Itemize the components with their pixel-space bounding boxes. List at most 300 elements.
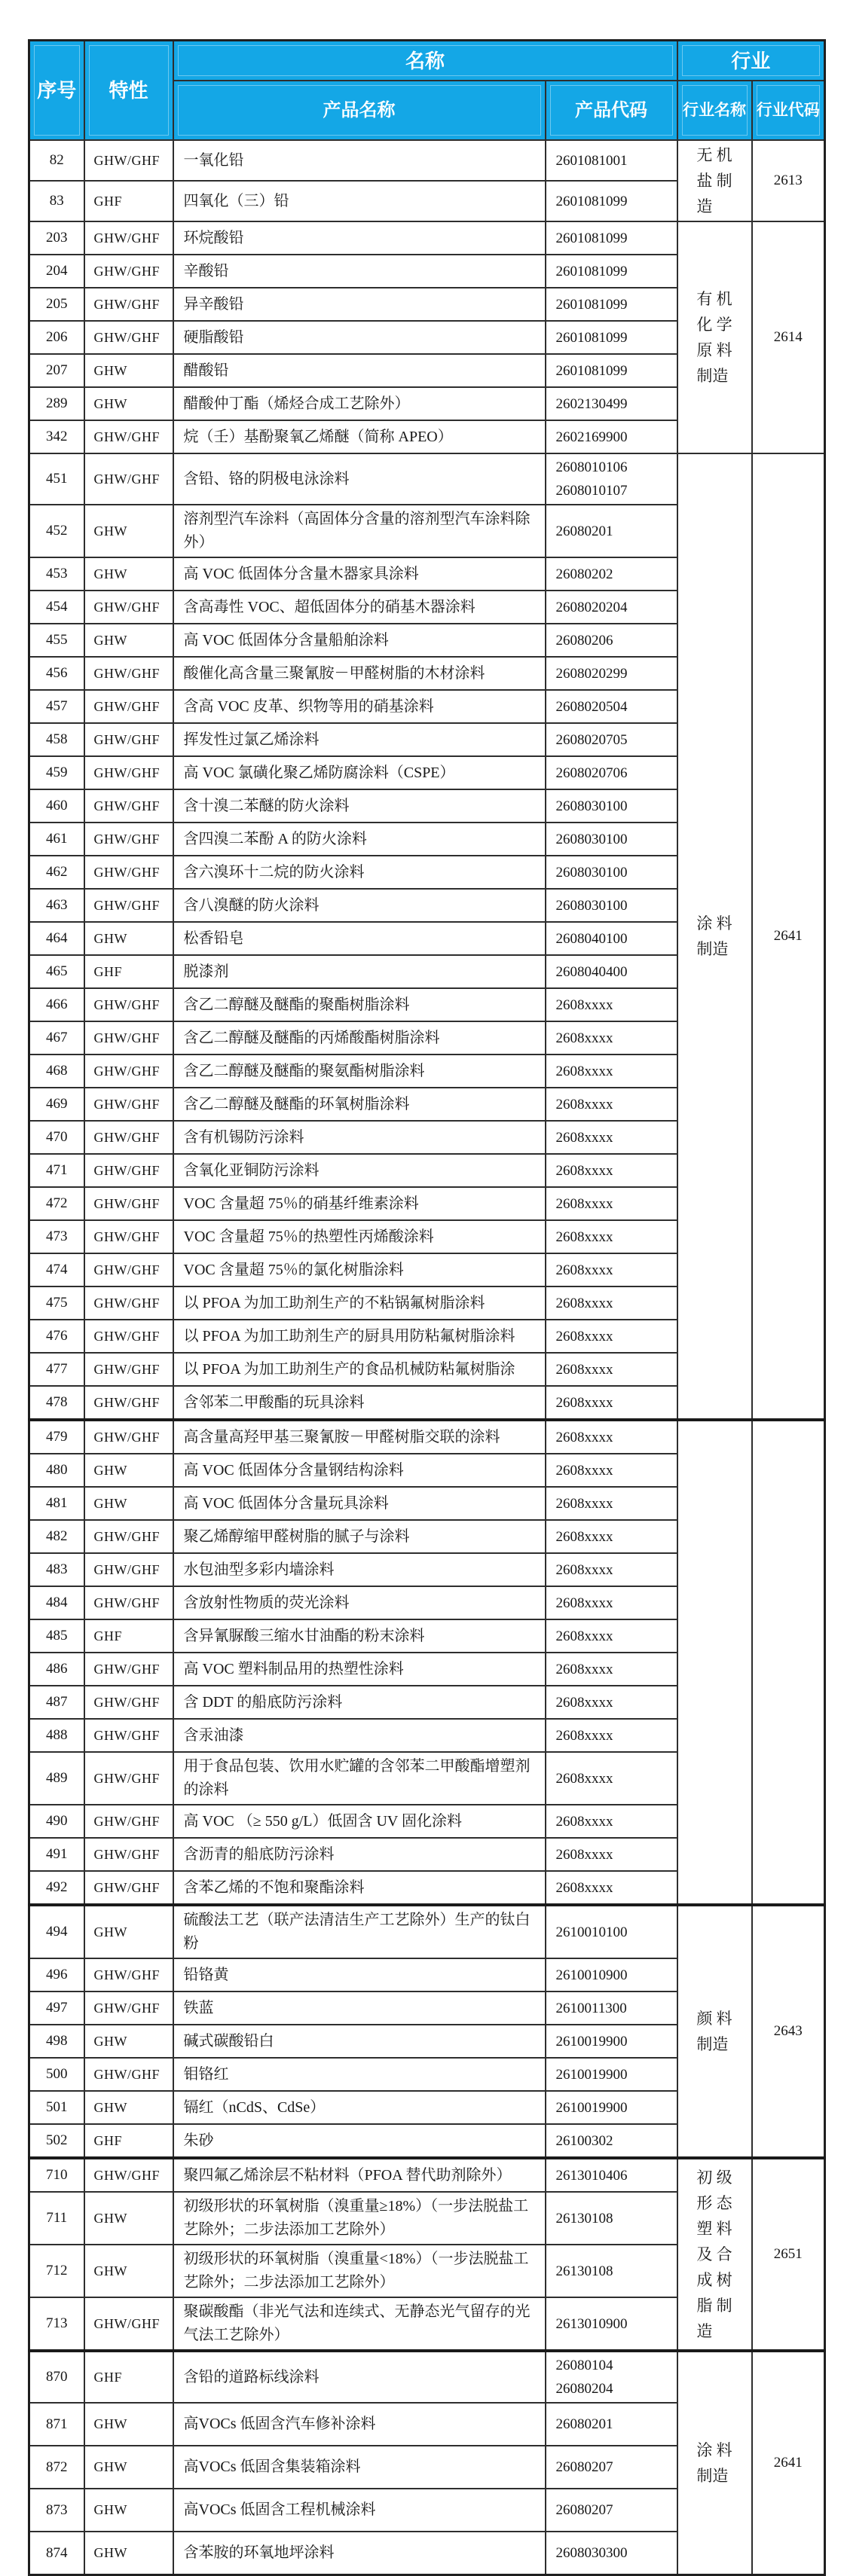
cell-feature: GHW/GHF	[84, 1420, 173, 1454]
cell-product-name: 一氧化铅	[173, 140, 546, 181]
industry-name-text: 涂料制造	[696, 2441, 732, 2485]
product-code-line: 2608xxxx	[555, 1694, 613, 1711]
cell-product-name: 钼铬红	[173, 2058, 546, 2091]
product-code-line: 2608020299	[555, 665, 628, 682]
cell-product-name: 辛酸铅	[173, 255, 546, 288]
cell-feature: GHW/GHF	[84, 1719, 173, 1752]
cell-product-code	[546, 1838, 677, 1871]
cell-industry-code	[752, 1420, 825, 1905]
cell-industry-code: 2643	[752, 1905, 825, 2158]
cell-product-name: 含沥青的船底防污涂料	[173, 1838, 546, 1871]
cell-product-name: 含 DDT 的船底防污涂料	[173, 1686, 546, 1719]
cell-feature: GHW/GHF	[84, 2297, 173, 2351]
cell-product-code	[546, 1253, 677, 1286]
cell-product-name: 聚乙烯醇缩甲醛树脂的腻子与涂料	[173, 1520, 546, 1553]
cell-product-code	[546, 140, 677, 181]
header-feature: 特性	[84, 41, 173, 141]
product-code-line: 2608010106	[555, 459, 628, 475]
product-code-line: 26130108	[555, 2210, 613, 2227]
cell-product-name: 含乙二醇醚及醚酯的聚氨酯树脂涂料	[173, 1055, 546, 1088]
cell-serial-number: 487	[29, 1686, 84, 1719]
cell-feature: GHW/GHF	[84, 1520, 173, 1553]
product-code-line: 2608030100	[555, 864, 628, 881]
product-code-line: 2608xxxx	[555, 1462, 613, 1479]
cell-feature: GHW/GHF	[84, 321, 173, 354]
cell-feature: GHW	[84, 2403, 173, 2446]
cell-product-code	[546, 1055, 677, 1088]
cell-product-name: 用于食品包装、饮用水贮罐的含邻苯二甲酸酯增塑剂的涂料	[173, 1752, 546, 1805]
cell-serial-number: 459	[29, 756, 84, 789]
cell-product-name: 四氧化（三）铅	[173, 181, 546, 221]
cell-product-name: 高含量高羟甲基三聚氰胺－甲醛树脂交联的涂料	[173, 1420, 546, 1454]
cell-product-name: 酸催化高含量三聚氰胺－甲醛树脂的木材涂料	[173, 657, 546, 690]
product-code-line: 26080201	[555, 2416, 613, 2432]
product-code-line: 2608020504	[555, 698, 628, 715]
cell-product-name: 以 PFOA 为加工助剂生产的食品机械防粘氟树脂涂	[173, 1353, 546, 1386]
cell-product-name: 初级形状的环氧树脂（溴重量<18%）（一步法脱盐工艺除外；二步法添加工艺除外）	[173, 2245, 546, 2297]
industry-group	[29, 1905, 825, 2158]
product-code-line: 2608xxxx	[555, 1727, 613, 1744]
cell-product-name: 含有机锡防污涂料	[173, 1121, 546, 1154]
cell-product-name: 醋酸仲丁酯（烯烃合成工艺除外）	[173, 387, 546, 420]
cell-feature: GHW	[84, 387, 173, 420]
cell-serial-number: 492	[29, 1871, 84, 1905]
product-code-line: 2608xxxx	[555, 1063, 613, 1079]
cell-feature: GHW/GHF	[84, 1088, 173, 1121]
product-code-line: 2610019900	[555, 2099, 628, 2116]
product-code-line: 2601081099	[555, 296, 628, 313]
cell-product-name: 环烷酸铅	[173, 221, 546, 255]
cell-serial-number: 710	[29, 2158, 84, 2192]
product-code-line: 2608xxxx	[555, 1628, 613, 1644]
cell-product-name: 高 VOC 氯磺化聚乙烯防腐涂料（CSPE）	[173, 756, 546, 789]
cell-serial-number: 469	[29, 1088, 84, 1121]
cell-product-code	[546, 2158, 677, 2192]
header-row-top	[29, 41, 825, 81]
cell-feature: GHW/GHF	[84, 1686, 173, 1719]
cell-serial-number: 458	[29, 723, 84, 756]
cell-product-name: 含十溴二苯醚的防火涂料	[173, 789, 546, 823]
cell-feature: GHW/GHF	[84, 420, 173, 453]
cell-serial-number: 478	[29, 1386, 84, 1420]
cell-product-name: 异辛酸铅	[173, 288, 546, 321]
cell-feature: GHW/GHF	[84, 1992, 173, 2025]
cell-product-code	[546, 1121, 677, 1154]
cell-product-name: 含异氰脲酸三缩水甘油酯的粉末涂料	[173, 1619, 546, 1653]
cell-product-name: 含苯胺的环氧地坪涂料	[173, 2532, 546, 2575]
cell-feature: GHW/GHF	[84, 1958, 173, 1992]
cell-product-name: 含八溴醚的防火涂料	[173, 889, 546, 922]
cell-feature: GHW	[84, 2025, 173, 2058]
cell-feature: GHW/GHF	[84, 1805, 173, 1838]
cell-serial-number: 473	[29, 1220, 84, 1253]
cell-feature: GHW/GHF	[84, 988, 173, 1021]
cell-product-name: 含高毒性 VOC、超低固体分的硝基木器涂料	[173, 591, 546, 624]
cell-feature: GHW/GHF	[84, 723, 173, 756]
header-serial: 序号	[29, 41, 84, 141]
cell-product-code	[546, 1686, 677, 1719]
cell-serial-number: 496	[29, 1958, 84, 1992]
cell-product-code	[546, 354, 677, 387]
cell-product-name: 铁蓝	[173, 1992, 546, 2025]
cell-product-name: 烷（壬）基酚聚氧乙烯醚（简称 APEO）	[173, 420, 546, 453]
cell-feature: GHW	[84, 557, 173, 591]
cell-serial-number: 472	[29, 1187, 84, 1220]
cell-serial-number: 83	[29, 181, 84, 221]
cell-product-code	[546, 1619, 677, 1653]
cell-product-name: 含乙二醇醚及醚酯的丙烯酸酯树脂涂料	[173, 1021, 546, 1055]
industry-group	[29, 453, 825, 1420]
cell-feature: GHW/GHF	[84, 1553, 173, 1586]
cell-serial-number: 464	[29, 922, 84, 955]
product-code-line: 2608xxxx	[555, 1770, 613, 1787]
product-code-line: 26130108	[555, 2263, 613, 2279]
cell-serial-number: 467	[29, 1021, 84, 1055]
cell-industry-code: 2651	[752, 2158, 825, 2351]
product-code-line: 2608xxxx	[555, 1262, 613, 1278]
cell-product-code	[546, 288, 677, 321]
cell-product-code	[546, 1520, 677, 1553]
cell-product-code	[546, 756, 677, 789]
cell-product-name: 以 PFOA 为加工助剂生产的厨具用防粘氟树脂涂料	[173, 1320, 546, 1353]
cell-feature: GHW/GHF	[84, 221, 173, 255]
cell-product-code	[546, 2489, 677, 2532]
industry-group	[29, 140, 825, 221]
cell-industry-name	[677, 453, 752, 1420]
product-code-line: 2610019900	[555, 2033, 628, 2050]
cell-product-code	[546, 1454, 677, 1487]
cell-product-name: 高VOCs 低固含汽车修补涂料	[173, 2403, 546, 2446]
product-code-line: 26100302	[555, 2132, 613, 2149]
cell-serial-number: 485	[29, 1619, 84, 1653]
cell-product-name: 醋酸铅	[173, 354, 546, 387]
cell-feature: GHW/GHF	[84, 1871, 173, 1905]
header-product-code: 产品代码	[546, 81, 677, 140]
cell-serial-number: 461	[29, 823, 84, 856]
cell-serial-number: 203	[29, 221, 84, 255]
product-code-line: 2608010107	[555, 483, 628, 499]
cell-product-code	[546, 789, 677, 823]
industry-group	[29, 2158, 825, 2351]
cell-serial-number: 457	[29, 690, 84, 723]
cell-product-name: 聚碳酸酯（非光气法和连续式、无静态光气留存的光气法工艺除外）	[173, 2297, 546, 2351]
cell-product-code	[546, 1805, 677, 1838]
table-row	[29, 2158, 825, 2192]
cell-serial-number: 482	[29, 1520, 84, 1553]
cell-industry-name	[677, 140, 752, 221]
cell-product-code	[546, 181, 677, 221]
cell-feature: GHF	[84, 2124, 173, 2158]
industry-name-text: 无机盐制造	[696, 146, 732, 215]
cell-product-code	[546, 2025, 677, 2058]
cell-feature: GHF	[84, 2351, 173, 2403]
cell-product-code	[546, 1653, 677, 1686]
industry-name-text: 初级形态塑料及合成树脂制造	[696, 2169, 732, 2340]
cell-feature: GHW/GHF	[84, 140, 173, 181]
cell-product-code	[546, 988, 677, 1021]
cell-product-name: 含氧化亚铜防污涂料	[173, 1154, 546, 1187]
cell-product-code	[546, 1021, 677, 1055]
cell-serial-number: 452	[29, 505, 84, 557]
table-row	[29, 2351, 825, 2403]
product-code-line: 2610010900	[555, 1967, 628, 1983]
product-code-line: 2601081099	[555, 230, 628, 246]
cell-product-code	[546, 1752, 677, 1805]
cell-product-code	[546, 1286, 677, 1320]
cell-product-name: 高 VOC （≥ 550 g/L）低固含 UV 固化涂料	[173, 1805, 546, 1838]
cell-product-code	[546, 690, 677, 723]
cell-serial-number: 342	[29, 420, 84, 453]
cell-product-code	[546, 221, 677, 255]
cell-product-name: 溶剂型汽车涂料（高固体分含量的溶剂型汽车涂料除外）	[173, 505, 546, 557]
cell-feature: GHW	[84, 354, 173, 387]
cell-serial-number: 481	[29, 1487, 84, 1520]
product-code-line: 2608020204	[555, 599, 628, 615]
cell-product-code	[546, 1154, 677, 1187]
cell-serial-number: 484	[29, 1586, 84, 1619]
cell-feature: GHW	[84, 1487, 173, 1520]
cell-product-code	[546, 1386, 677, 1420]
industry-name-text: 颜料制造	[696, 2010, 732, 2053]
table-row	[29, 140, 825, 181]
header-product-name: 产品名称	[173, 81, 546, 140]
cell-product-code	[546, 723, 677, 756]
cell-feature: GHW/GHF	[84, 1653, 173, 1686]
product-code-line: 2608030300	[555, 2545, 628, 2561]
header-industry-code: 行业代码	[752, 81, 825, 140]
cell-serial-number: 460	[29, 789, 84, 823]
product-code-line: 2608020705	[555, 731, 628, 748]
cell-serial-number: 204	[29, 255, 84, 288]
cell-product-code	[546, 2297, 677, 2351]
cell-product-name: 聚四氟乙烯涂层不粘材料（PFOA 替代助剂除外）	[173, 2158, 546, 2192]
cell-serial-number: 456	[29, 657, 84, 690]
product-code-line: 2608xxxx	[555, 1595, 613, 1611]
cell-industry-name	[677, 1905, 752, 2158]
product-code-line: 2608040400	[555, 963, 628, 980]
cell-product-name: 高 VOC 塑料制品用的热塑性涂料	[173, 1653, 546, 1686]
table-row	[29, 453, 825, 505]
cell-serial-number: 874	[29, 2532, 84, 2575]
product-code-line: 2601081099	[555, 263, 628, 279]
header-name-group: 名称	[173, 41, 677, 81]
product-code-line: 2608xxxx	[555, 1129, 613, 1146]
cell-product-code	[546, 2351, 677, 2403]
cell-product-code	[546, 1958, 677, 1992]
cell-product-code	[546, 657, 677, 690]
cell-feature: GHW/GHF	[84, 1253, 173, 1286]
cell-industry-name	[677, 2158, 752, 2351]
cell-feature: GHW/GHF	[84, 690, 173, 723]
product-code-line: 2601081001	[555, 152, 628, 169]
product-code-line: 2608040100	[555, 930, 628, 947]
product-code-line: 26080204	[555, 2381, 613, 2397]
cell-product-name: 含六溴环十二烷的防火涂料	[173, 856, 546, 889]
cell-product-name: 松香铅皂	[173, 922, 546, 955]
cell-product-code	[546, 557, 677, 591]
cell-product-code	[546, 1187, 677, 1220]
cell-product-name: 挥发性过氯乙烯涂料	[173, 723, 546, 756]
cell-product-name: 含铅的道路标线涂料	[173, 2351, 546, 2403]
cell-product-code	[546, 2532, 677, 2575]
cell-feature: GHW	[84, 2446, 173, 2489]
product-code-line: 2601081099	[555, 193, 628, 209]
cell-product-name: 镉红（nCdS、CdSe）	[173, 2091, 546, 2124]
cell-product-name: 初级形状的环氧树脂（溴重量≥18%）（一步法脱盐工艺除外；二步法添加工艺除外）	[173, 2192, 546, 2245]
cell-product-code	[546, 1088, 677, 1121]
cell-feature: GHW/GHF	[84, 2058, 173, 2091]
cell-industry-name	[677, 1420, 752, 1905]
product-code-line: 2602169900	[555, 429, 628, 445]
industry-group	[29, 1420, 825, 1905]
product-code-line: 2608xxxx	[555, 1879, 613, 1896]
cell-serial-number: 463	[29, 889, 84, 922]
cell-product-code	[546, 1905, 677, 1958]
cell-serial-number: 711	[29, 2192, 84, 2245]
product-code-line: 2608030100	[555, 798, 628, 814]
product-code-line: 26080202	[555, 566, 613, 582]
cell-product-code	[546, 321, 677, 354]
product-code-line: 2608xxxx	[555, 1195, 613, 1212]
cell-product-name: 高 VOC 低固体分含量玩具涂料	[173, 1487, 546, 1520]
cell-feature: GHW/GHF	[84, 1154, 173, 1187]
cell-serial-number: 500	[29, 2058, 84, 2091]
cell-serial-number: 489	[29, 1752, 84, 1805]
product-code-line: 26080201	[555, 523, 613, 539]
cell-product-name: 水包油型多彩内墙涂料	[173, 1553, 546, 1586]
cell-feature: GHW/GHF	[84, 1021, 173, 1055]
cell-product-name: 高 VOC 低固体分含量木器家具涂料	[173, 557, 546, 591]
cell-product-name: 含乙二醇醚及醚酯的聚酯树脂涂料	[173, 988, 546, 1021]
product-code-line: 2608030100	[555, 897, 628, 914]
cell-feature: GHW	[84, 1454, 173, 1487]
cell-feature: GHW	[84, 2532, 173, 2575]
product-code-line: 2608xxxx	[555, 997, 613, 1013]
cell-feature: GHW	[84, 1905, 173, 1958]
cell-feature: GHW/GHF	[84, 856, 173, 889]
cell-serial-number: 713	[29, 2297, 84, 2351]
cell-industry-code: 2613	[752, 140, 825, 221]
industry-name-text: 涂料制造	[696, 914, 732, 958]
cell-product-code	[546, 1320, 677, 1353]
product-code-line: 2608xxxx	[555, 1528, 613, 1545]
product-code-line: 2608xxxx	[555, 1361, 613, 1378]
product-code-line: 2608xxxx	[555, 1495, 613, 1512]
product-code-line: 2608xxxx	[555, 1162, 613, 1179]
cell-product-code	[546, 2403, 677, 2446]
cell-product-code	[546, 255, 677, 288]
cell-feature: GHW/GHF	[84, 1286, 173, 1320]
cell-serial-number: 490	[29, 1805, 84, 1838]
cell-serial-number: 497	[29, 1992, 84, 2025]
cell-feature: GHW/GHF	[84, 453, 173, 505]
table-row	[29, 1420, 825, 1454]
cell-feature: GHW/GHF	[84, 1320, 173, 1353]
cell-serial-number: 873	[29, 2489, 84, 2532]
cell-product-code	[546, 2124, 677, 2158]
cell-product-code	[546, 1871, 677, 1905]
cell-serial-number: 491	[29, 1838, 84, 1871]
cell-product-name: 含汞油漆	[173, 1719, 546, 1752]
cell-feature: GHW	[84, 2192, 173, 2245]
cell-serial-number: 205	[29, 288, 84, 321]
product-code-line: 2608xxxx	[555, 1228, 613, 1245]
cell-industry-code: 2614	[752, 221, 825, 453]
cell-serial-number: 870	[29, 2351, 84, 2403]
cell-serial-number: 453	[29, 557, 84, 591]
cell-product-code	[546, 1992, 677, 2025]
cell-serial-number: 479	[29, 1420, 84, 1454]
cell-feature: GHW/GHF	[84, 789, 173, 823]
cell-feature: GHW	[84, 922, 173, 955]
cell-product-code	[546, 420, 677, 453]
cell-product-name: 含放射性物质的荧光涂料	[173, 1586, 546, 1619]
cell-serial-number: 488	[29, 1719, 84, 1752]
cell-industry-code: 2641	[752, 2351, 825, 2575]
cell-feature: GHF	[84, 181, 173, 221]
cell-serial-number: 468	[29, 1055, 84, 1088]
table-header	[29, 41, 825, 141]
cell-serial-number: 455	[29, 624, 84, 657]
industry-group	[29, 2351, 825, 2575]
cell-serial-number: 454	[29, 591, 84, 624]
product-code-line: 2608xxxx	[555, 1813, 613, 1830]
cell-feature: GHW/GHF	[84, 1752, 173, 1805]
product-code-line: 2608xxxx	[555, 1328, 613, 1344]
cell-product-name: 硫酸法工艺（联产法清洁生产工艺除外）生产的钛白粉	[173, 1905, 546, 1958]
product-code-line: 2602130499	[555, 395, 628, 412]
cell-product-code	[546, 2446, 677, 2489]
cell-product-code	[546, 2058, 677, 2091]
cell-product-name: 含乙二醇醚及醚酯的环氧树脂涂料	[173, 1088, 546, 1121]
cell-product-code	[546, 1220, 677, 1253]
cell-product-name: 铅铬黄	[173, 1958, 546, 1992]
cell-product-name: 脱漆剂	[173, 955, 546, 988]
cell-product-code	[546, 453, 677, 505]
cell-serial-number: 474	[29, 1253, 84, 1286]
cell-serial-number: 501	[29, 2091, 84, 2124]
cell-serial-number: 462	[29, 856, 84, 889]
cell-feature: GHW/GHF	[84, 1121, 173, 1154]
cell-feature: GHW/GHF	[84, 1055, 173, 1088]
cell-serial-number: 871	[29, 2403, 84, 2446]
cell-product-code	[546, 1719, 677, 1752]
cell-serial-number: 206	[29, 321, 84, 354]
cell-feature: GHF	[84, 1619, 173, 1653]
cell-serial-number: 486	[29, 1653, 84, 1686]
cell-product-name: 以 PFOA 为加工助剂生产的不粘锅氟树脂涂料	[173, 1286, 546, 1320]
cell-feature: GHW	[84, 2091, 173, 2124]
cell-industry-name	[677, 221, 752, 453]
cell-feature: GHW/GHF	[84, 657, 173, 690]
cell-feature: GHW/GHF	[84, 823, 173, 856]
industry-name-text: 有机化学原料制造	[696, 290, 732, 385]
cell-product-code	[546, 856, 677, 889]
cell-feature: GHF	[84, 955, 173, 988]
cell-product-name: 高 VOC 低固体分含量船舶涂料	[173, 624, 546, 657]
header-industry-group: 行业	[677, 41, 825, 81]
cell-product-code	[546, 1553, 677, 1586]
cell-product-code	[546, 2192, 677, 2245]
cell-serial-number: 470	[29, 1121, 84, 1154]
cell-product-code	[546, 1353, 677, 1386]
cell-product-name: 高VOCs 低固含工程机械涂料	[173, 2489, 546, 2532]
cell-industry-code: 2641	[752, 453, 825, 1420]
cell-product-name: VOC 含量超 75％的氯化树脂涂料	[173, 1253, 546, 1286]
cell-serial-number: 494	[29, 1905, 84, 1958]
cell-feature: GHW/GHF	[84, 255, 173, 288]
cell-product-code	[546, 823, 677, 856]
